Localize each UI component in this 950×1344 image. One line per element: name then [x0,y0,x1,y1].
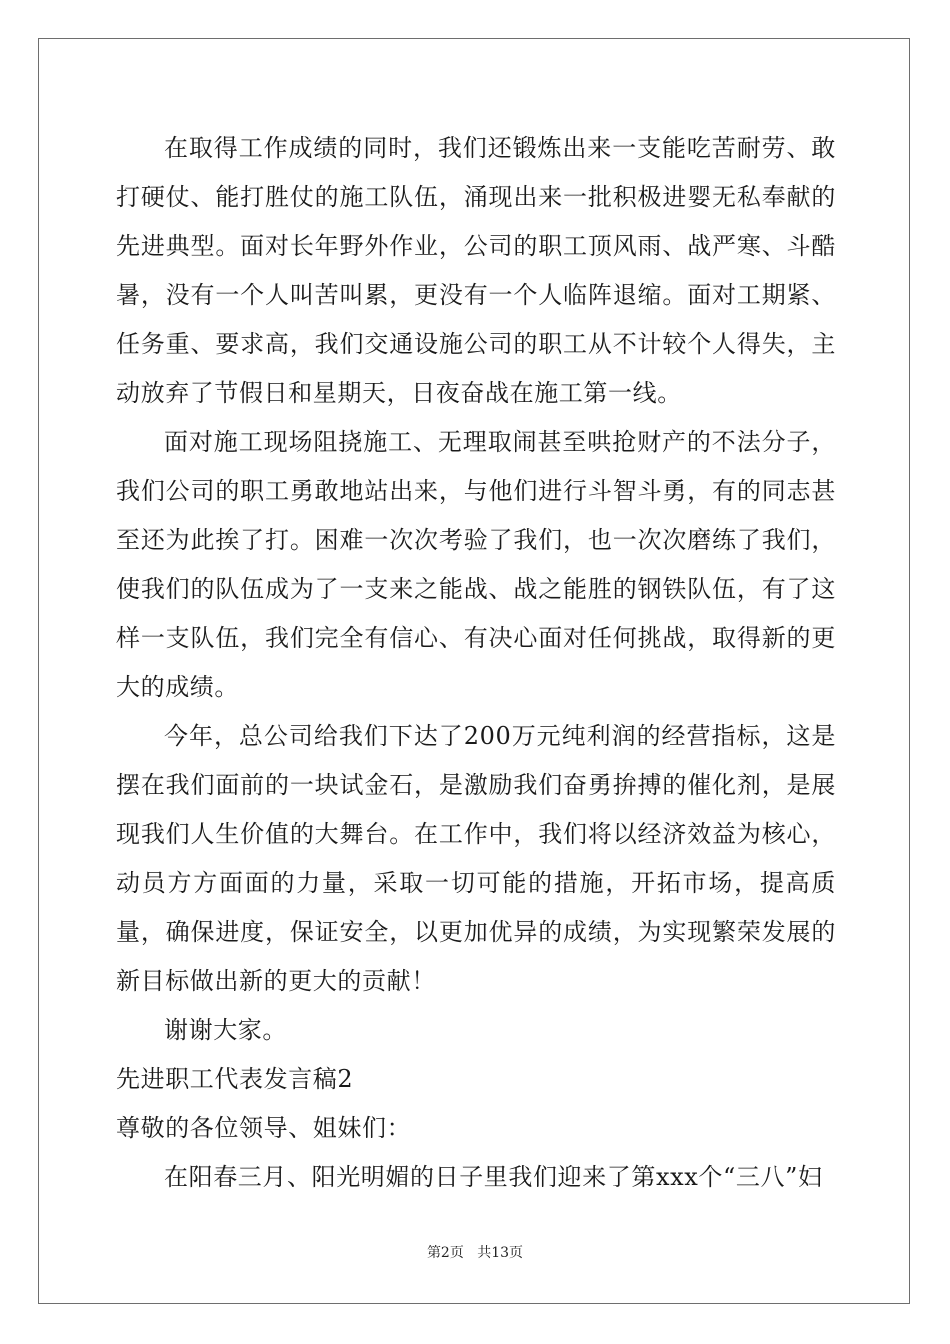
paragraph-2: 面对施工现场阻挠施工、无理取闹甚至哄抢财产的不法分子，我们公司的职工勇敢地站出来，与他们进行斗智斗勇，有的同志甚至还为此挨了打。困难一次次考验了我们，也一次次磨练了我们，使我们的队伍成为了一支来之能战、战之能胜的钢铁队伍，有了这样一支队伍，我们完全有信心、有决心面对任何挑战，取得新的更大的成绩。 [116,428,836,701]
salutation: 尊敬的各位领导、姐妹们： [116,1114,412,1142]
document-body [116,124,836,1202]
page-total: 共13页 [477,1245,524,1261]
page-number: 第2页 [426,1245,464,1261]
page-footer [0,1242,950,1262]
paragraph-3: 今年，总公司给我们下达了200万元纯利润的经营指标，这是摆在我们面前的一块试金石，是激励我们奋勇拚搏的催化剂，是展现我们人生价值的大舞台。在工作中，我们将以经济效益为核心，动员方方面面的力量，采取一切可能的措施，开拓市场，提高质量，确保进度，保证安全，以更加优异的成绩，为实现繁荣发展的新目标做出新的更大的贡献！ [116,722,836,995]
closing-thanks: 谢谢大家。 [164,1016,287,1044]
section-heading: 先进职工代表发言稿2 [116,1065,354,1093]
paragraph-1: 在取得工作成绩的同时，我们还锻炼出来一支能吃苦耐劳、敢打硬仗、能打胜仗的施工队伍，涌现出来一批积极进婴无私奉献的先进典型。面对长年野外作业，公司的职工顶风雨、战严寒、斗酷暑，没有一个人叫苦叫累，更没有一个人临阵退缩。面对工期紧、任务重、要求高，我们交通设施公司的职工从不计较个人得失，主动放弃了节假日和星期天，日夜奋战在施工第一线。 [116,134,836,407]
paragraph-4: 在阳春三月、阳光明媚的日子里我们迎来了第xxx个“三八”妇 [164,1163,823,1191]
